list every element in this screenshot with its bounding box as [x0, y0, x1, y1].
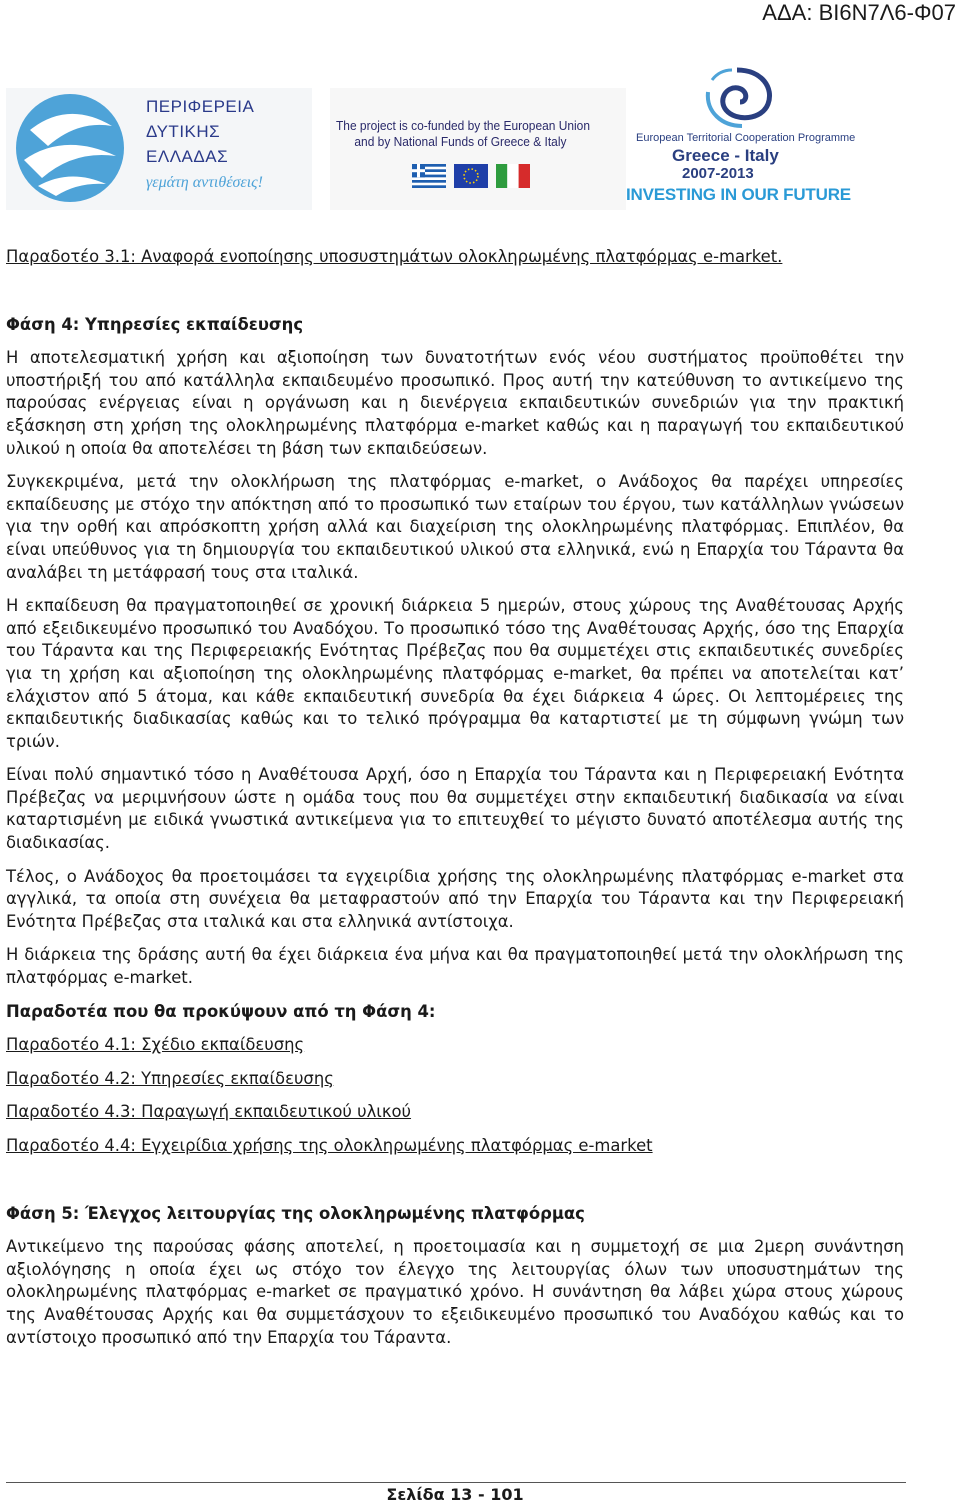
region-slogan: γεμάτη αντιθέσεις! [146, 174, 263, 191]
region-name [146, 94, 254, 169]
deliverable-4-2: Παραδοτέο 4.2: Υπηρεσίες εκπαίδευσης [6, 1068, 334, 1088]
deliverable-4-1: Παραδοτέο 4.1: Σχέδιο εκπαίδευσης [6, 1035, 305, 1055]
region-emblem-icon [8, 90, 138, 210]
flags-icon [412, 164, 532, 190]
paragraph-4: Είναι πολύ σημαντικό τόσο η Αναθέτουσα Αρχή, όσο η Επαρχία του Τάραντα και η Περιφερειακή Ενότητα Πρέβεζας να μεριμνήσουν ώστε η ομάδα τους που θα συμμετέχει στην εκπαιδευτική διαδικασία να είναι καταρτισμένη με ειδικά γνωστικά αντικείμενα για το επιτευχθεί το μέγιστο δυνατό αποτέλεσμα αυτής της διαδικασίας. [6, 765, 904, 853]
paragraph-3: Η εκπαίδευση θα πραγματοποιηθεί σε χρονική διάρκεια 5 ημερών, στους χώρους της Αναθέτουσας Αρχής από εξειδικευμένο προσωπικό του Αναδόχου. Το προσωπικό τόσο της Αναθέτουσας Αρχής, όσο της Επαρχία του Τάραντα και της Περιφερειακής Ενότητας Πρέβεζας που θα συμμετέχει στις εκπαιδευτικές συνεδρίες για τη χρήση και αξιοποίηση της ολοκληρωμένης πλατφόρμας e-market, θα πρέπει να αποτελείται κατ’ ελάχιστον από 5 άτομα, και κάθε εκπαιδευτική συνεδρία θα έχει διάρκεια 4 ώρες. Οι λεπτομέρειες της εκπαιδευτικής διαδικασίας καθώς και το τελικό πρόγραμμα θα καταρτιστεί με τη σύμφωνη γνώμη των τριών. [6, 596, 904, 751]
deliverables-title: Παραδοτέα που θα προκύψουν από τη Φάση 4: [6, 1001, 436, 1021]
paragraph-1: Η αποτελεσματική χρήση και αξιοποίηση των δυνατοτήτων ενός νέου συστήματος προϋποθέτει την υποστήριξή του από κατάλληλα εκπαιδευμένο προσωπικό. Προς αυτή την κατεύθυνση το αντικείμενο της παρούσας ενέργειας είναι η οργάνωση και η διενέργεια εκπαιδευτικών συνεδριών για την πρακτική εξάσκηση στη χρήση της ολοκληρωμένης πλατφόρμα e-market καθώς και η παραγωγή του εκπαιδευτικού υλικού η οποία θα αποτελέσει τη βάση των εκπαιδεύσεων. [6, 348, 904, 458]
spiral-emblem-icon [692, 62, 782, 132]
eu-cofunding-logo [330, 88, 626, 210]
paragraph-2: Συγκεκριμένα, μετά την ολοκλήρωση της πλατφόρμας e-market, ο Ανάδοχος θα παρέχει υπηρεσίες εκπαίδευσης με στόχο την απόκτηση από το προσωπικό των εταίρων του έργου, των κατάλληλων γνώσεων για την ορθή και απρόσκοπτη χρήση αλλά και διαχείριση της ολοκληρωμένης πλατφόρμας. Επιπλέον, θα είναι υπεύθυνος για τη δημιουργία του εκπαιδευτικού υλικού στα ελληνικά, ενώ η Επαρχία του Τάραντα θα αναλάβει τη μετάφρασή τους στα ιταλικά. [6, 472, 904, 582]
deliverable-3-1: Παραδοτέο 3.1: Αναφορά ενοποίησης υποσυστημάτων ολοκληρωμένης πλατφόρμας e-market. [6, 247, 783, 266]
deliverable-4-3: Παραδοτέο 4.3: Παραγωγή εκπαιδευτικού υλικού [6, 1102, 412, 1122]
eu-flag-icon [454, 164, 488, 188]
italian-flag-icon [496, 164, 530, 188]
phase-5-title: Φάση 5: Έλεγχος λειτουργίας της ολοκληρωμένης πλατφόρμας [6, 1203, 585, 1223]
programme-label: European Territorial Cooperation Programme [636, 132, 856, 144]
ada-code: ΑΔΑ: ΒΙ6Ν7Λ6-Φ07 [762, 0, 956, 25]
deliverable-4-4: Παραδοτέο 4.4: Εγχειρίδια χρήσης της ολοκληρωμένης πλατφόρμας e-market [6, 1136, 653, 1155]
programme-motto: INVESTING IN OUR FUTURE [626, 185, 851, 204]
eu-cofunding-text [336, 118, 603, 150]
footer-divider [6, 1482, 906, 1483]
page-number: Σελίδα 13 - 101 [386, 1485, 524, 1504]
phase-4-title: Φάση 4: Υπηρεσίες εκπαίδευσης [6, 314, 304, 334]
region-line2: ΔΥΤΙΚΗΣ [146, 122, 221, 141]
eu-line1: The project is co-funded by the European Union [336, 118, 590, 133]
region-line1: ΠΕΡΙΦΕΡΕΙΑ [146, 97, 255, 116]
paragraph-7: Αντικείμενο της παρούσας φάσης αποτελεί, η προετοιμασία και η συμμετοχή σε μια 2μερη συνάντηση αξιολόγησης η οποία έχει ως στόχο τον έλεγχο της λειτουργίας όλων των υποσυστημάτων της ολοκληρωμένης πλατφόρμας e-market σε πραγματικό χρόνο. Η συνάντηση θα λάβει χώρα στους χώρους της Αναθέτουσας Αρχής και θα συμμετάσχουν το εξειδικευμένο προσωπικό του Αναδόχου καθώς και το αντίστοιχο προσωπικό από την Επαρχία του Τάραντα. [6, 1237, 904, 1347]
region-logo [6, 88, 312, 210]
greece-italy-logo [622, 60, 862, 210]
document-body [6, 246, 904, 1349]
greek-flag-icon [412, 164, 446, 188]
programme-name: Greece - Italy [672, 146, 779, 165]
paragraph-5: Τέλος, ο Ανάδοχος θα προετοιμάσει τα εγχειρίδια χρήσης της ολοκληρωμένης πλατφόρμας e-market στα αγγλικά, τα οποία στη συνέχεια θα μεταφραστούν από την Επαρχία του Τάραντα και την Περιφερειακή Ενότητα Πρέβεζας στα ιταλικά και στα ελληνικά αντίστοιχα. [6, 866, 904, 931]
region-line3: ΕΛΛΑΔΑΣ [146, 147, 229, 166]
programme-period: 2007-2013 [682, 165, 754, 182]
eu-line2: and by National Funds of Greece & Italy [354, 134, 567, 149]
logo-banner [0, 60, 960, 210]
paragraph-6: Η διάρκεια της δράσης αυτή θα έχει διάρκεια ένα μήνα και θα πραγματοποιηθεί μετά την ολοκλήρωση της πλατφόρμας e-market. [6, 945, 904, 988]
